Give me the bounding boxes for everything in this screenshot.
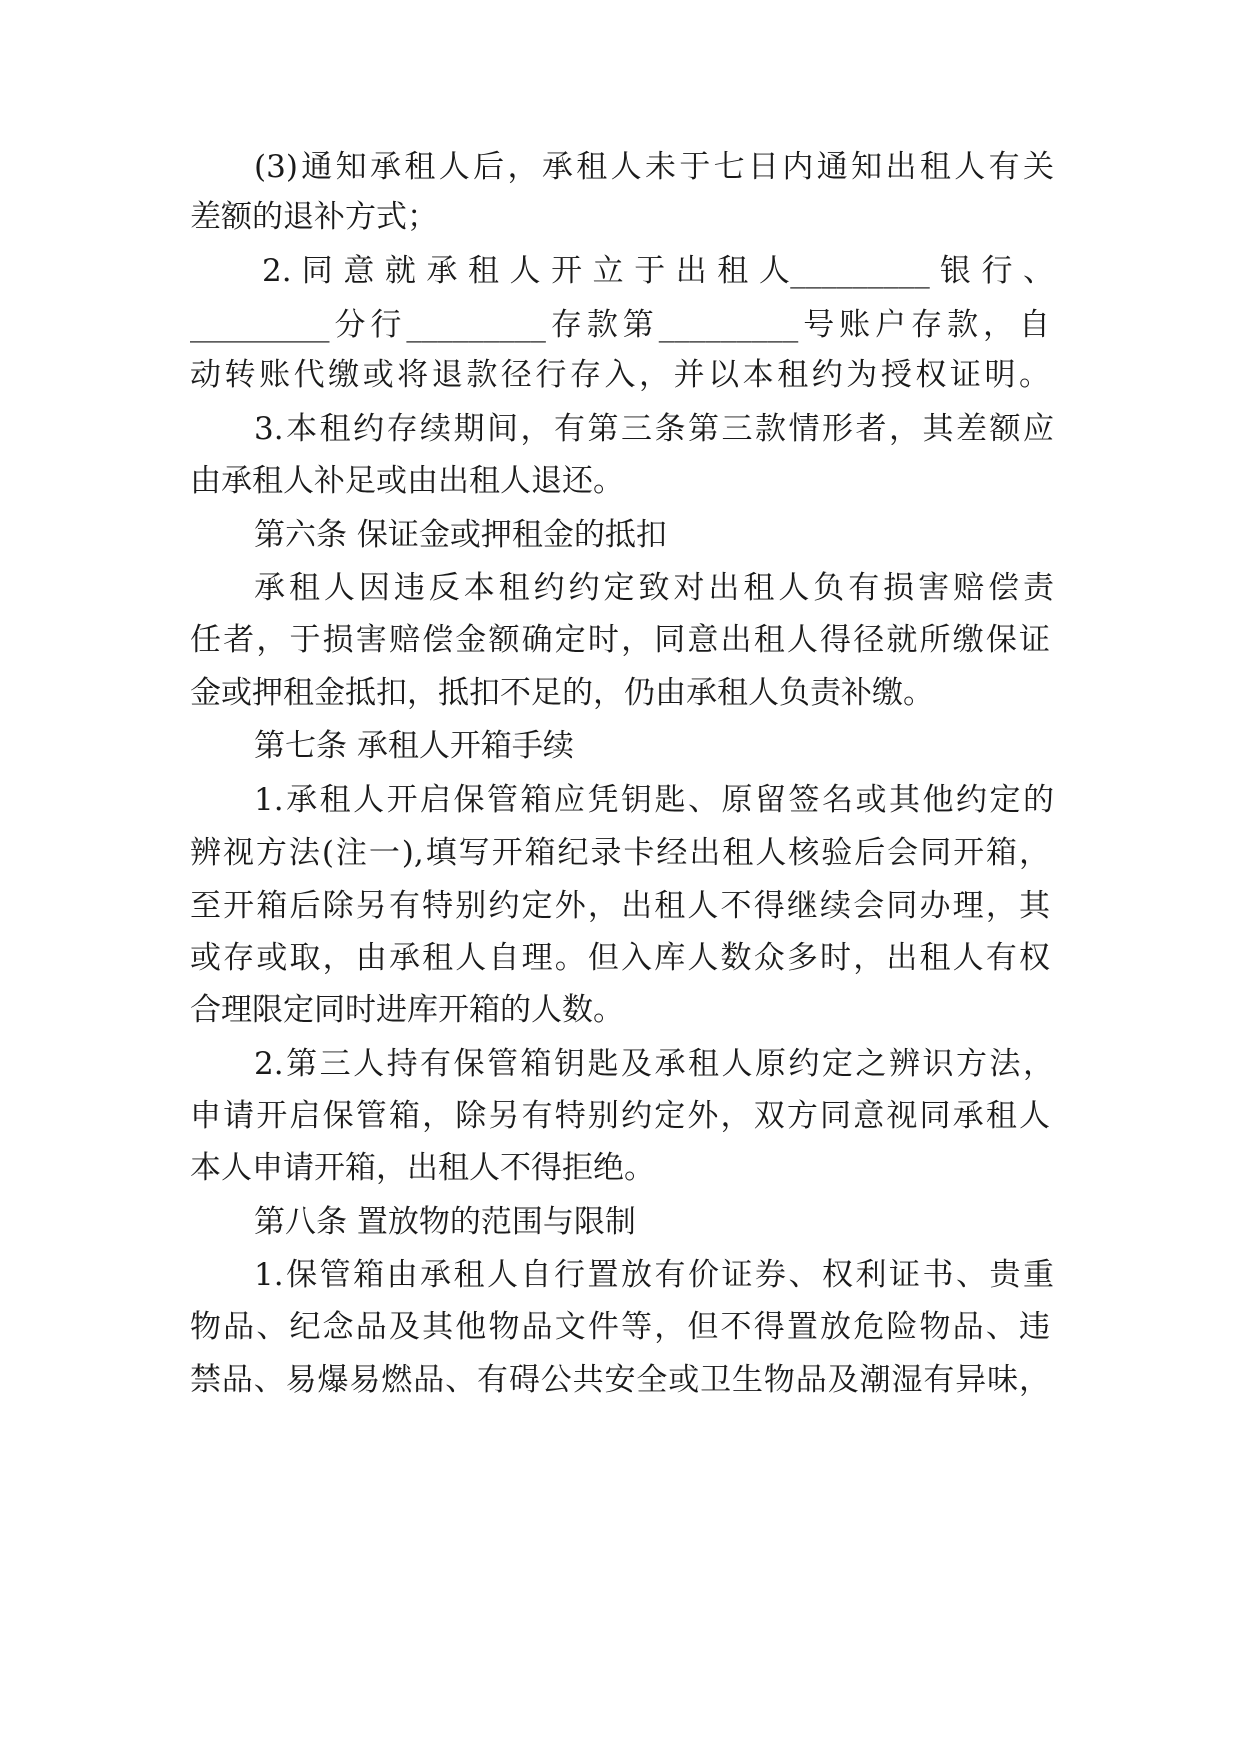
paragraph-line: 合理限定同时进库开箱的人数。 <box>190 992 624 1028</box>
article-heading: 第八条 置放物的范围与限制 <box>254 1204 636 1240</box>
paragraph-line: 或存或取，由承租人自理。但入库人数众多时，出租人有权 <box>190 940 1050 976</box>
paragraph-line: _________分行_________存款第_________号账户存款，自 <box>190 307 1050 343</box>
article-heading: 第六条 保证金或押租金的抵扣 <box>254 517 667 553</box>
paragraph-line: 3.本租约存续期间，有第三条第三款情形者，其差额应 <box>254 411 1054 447</box>
paragraph-line: 物品、纪念品及其他物品文件等，但不得置放危险物品、违 <box>190 1309 1050 1345</box>
paragraph-line: 动转账代缴或将退款径行存入，并以本租约为授权证明。 <box>190 357 1050 393</box>
paragraph-line: 申请开启保管箱，除另有特别约定外，双方同意视同承租人 <box>190 1098 1050 1134</box>
paragraph-line: 2.第三人持有保管箱钥匙及承租人原约定之辨识方法， <box>254 1046 1054 1082</box>
paragraph-line: 1.保管箱由承租人自行置放有价证券、权利证书、贵重 <box>254 1257 1054 1293</box>
paragraph-line: 承租人因违反本租约约定致对出租人负有损害赔偿责 <box>254 570 1054 606</box>
paragraph-line: 任者，于损害赔偿金额确定时，同意出租人得径就所缴保证 <box>190 622 1050 658</box>
paragraph-line: 金或押租金抵扣，抵扣不足的，仍由承租人负责补缴。 <box>190 675 934 711</box>
paragraph-line: 差额的退补方式； <box>190 199 438 235</box>
paragraph-line: 辨视方法(注一),填写开箱纪录卡经出租人核验后会同开箱， <box>190 835 1050 871</box>
paragraph-line: 2. 同 意 就 承 租 人 开 立 于 出 租 人_________ 银 行 、 <box>262 253 1054 289</box>
article-heading: 第七条 承租人开箱手续 <box>254 728 574 764</box>
paragraph-line: 1.承租人开启保管箱应凭钥匙、原留签名或其他约定的 <box>254 782 1054 818</box>
paragraph-line: (3)通知承租人后，承租人未于七日内通知出租人有关 <box>254 149 1054 185</box>
paragraph-line: 由承租人补足或由出租人退还。 <box>190 463 624 499</box>
paragraph-line: 禁品、易爆易燃品、有碍公共安全或卫生物品及潮湿有异味， <box>190 1362 1050 1398</box>
paragraph-line: 本人申请开箱，出租人不得拒绝。 <box>190 1150 655 1186</box>
paragraph-line: 至开箱后除另有特别约定外，出租人不得继续会同办理，其 <box>190 888 1050 924</box>
